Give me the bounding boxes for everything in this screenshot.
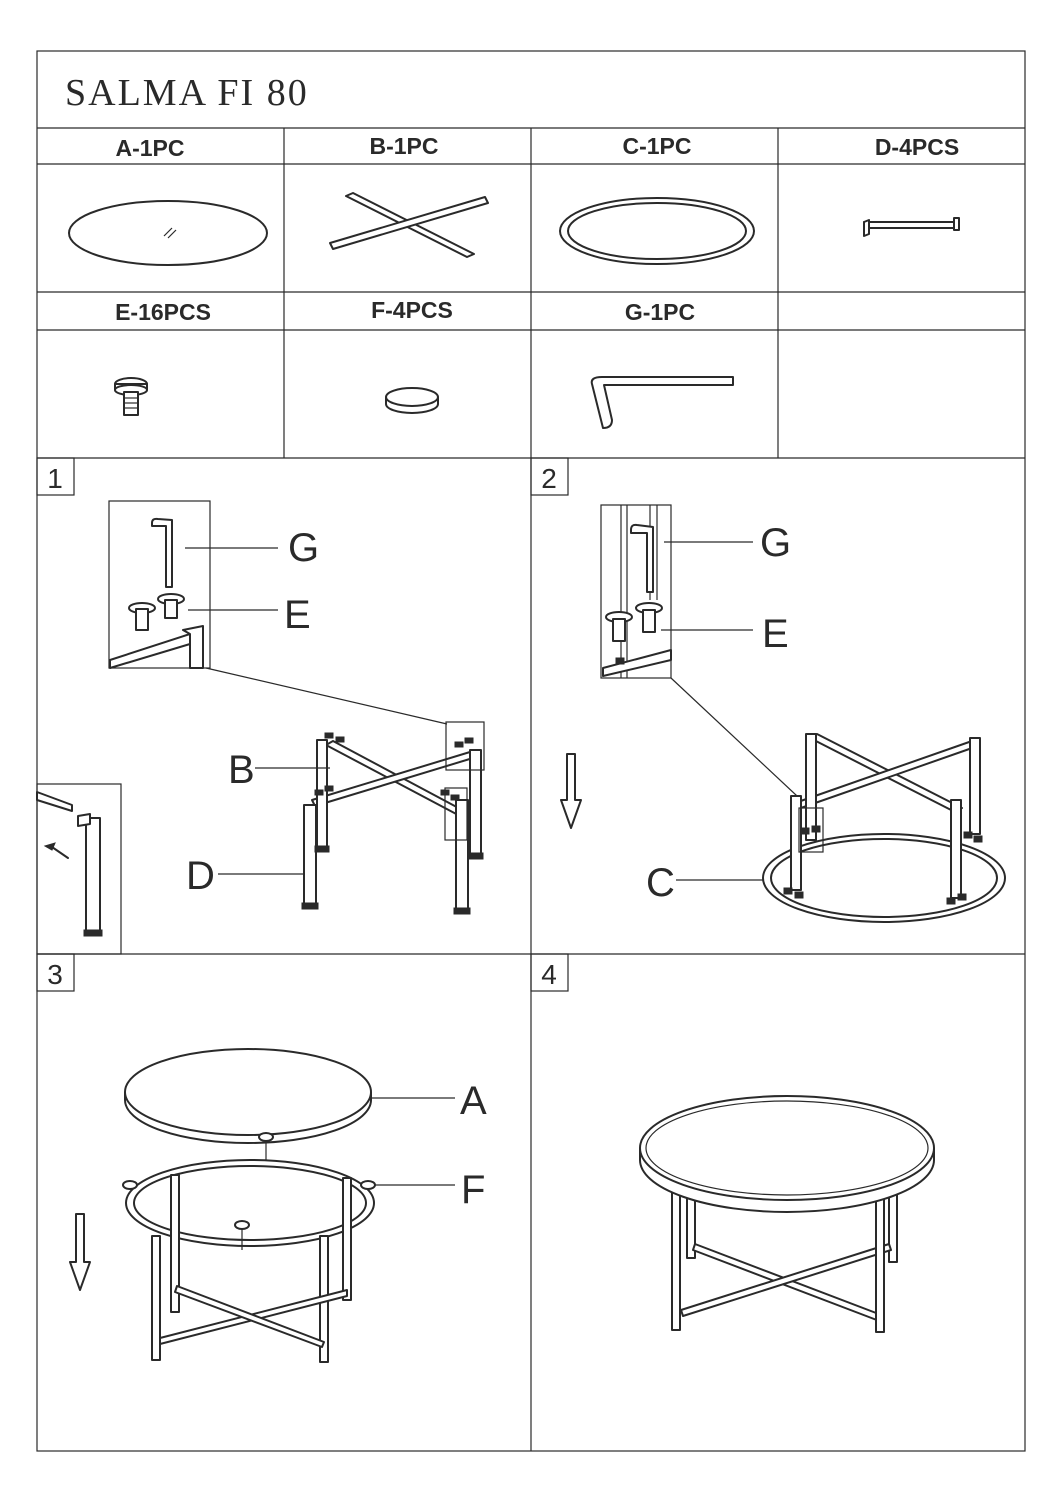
- step-2-number: 2: [541, 463, 557, 494]
- step-1-number: 1: [47, 463, 63, 494]
- leg-icon: [864, 218, 959, 236]
- bolt-icon: [115, 378, 147, 415]
- step-4-number: 4: [541, 959, 557, 990]
- part-label-e: E-16PCS: [115, 299, 211, 325]
- part-label-g: G-1PC: [624, 299, 696, 325]
- part-label-d: D-4PCS: [874, 134, 960, 160]
- allen-key-icon: [592, 377, 733, 428]
- callout-c: C: [646, 861, 675, 905]
- callout-b: B: [228, 748, 255, 792]
- callout-g-2: G: [760, 521, 792, 565]
- callout-d: D: [186, 854, 215, 898]
- cross-base-icon: [330, 193, 488, 257]
- step-4-panel: [531, 954, 934, 1332]
- step-3-number: 3: [47, 959, 63, 990]
- part-label-a: A-1PC: [115, 135, 185, 161]
- glass-top-icon: [69, 201, 267, 265]
- product-title: SALMA FI 80: [65, 72, 309, 114]
- step-1-panel: [37, 458, 484, 954]
- callout-f: F: [461, 1168, 486, 1212]
- part-label-b: B-1PC: [369, 133, 439, 159]
- part-label-c: C-1PC: [622, 133, 692, 159]
- ring-frame-icon: [560, 198, 754, 264]
- callout-g-1: G: [288, 526, 320, 570]
- callout-e-1: E: [284, 593, 311, 637]
- step-3-panel: [37, 954, 487, 1362]
- callout-a: A: [460, 1079, 487, 1123]
- pad-icon: [386, 388, 438, 413]
- step-2-panel: [531, 458, 1005, 922]
- part-label-f: F-4PCS: [371, 297, 453, 323]
- callout-e-2: E: [762, 612, 789, 656]
